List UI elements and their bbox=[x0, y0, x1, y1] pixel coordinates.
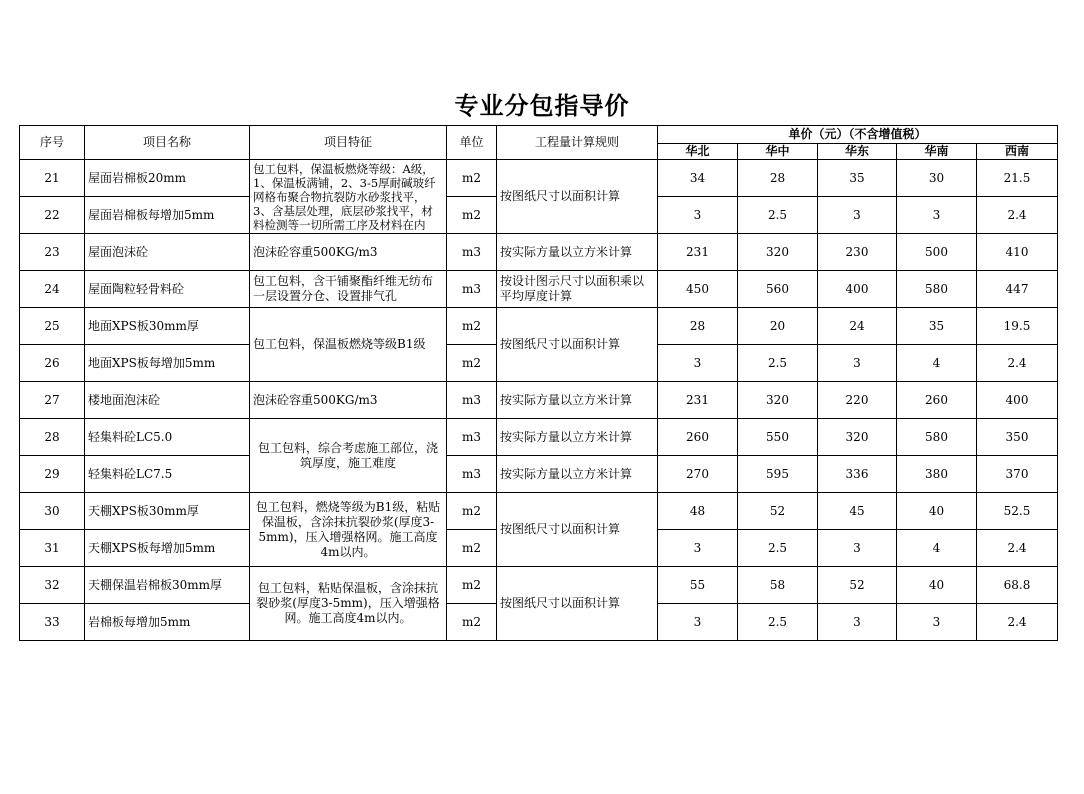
price-cell: 35 bbox=[818, 160, 897, 197]
header-region: 华中 bbox=[738, 144, 818, 160]
price-cell: 370 bbox=[977, 456, 1058, 493]
rule-cell: 按设计图示尺寸以面积乘以平均厚度计算 bbox=[497, 271, 658, 308]
price-cell: 320 bbox=[818, 419, 897, 456]
price-cell: 20 bbox=[738, 308, 818, 345]
seq-cell: 21 bbox=[20, 160, 85, 197]
seq-cell: 29 bbox=[20, 456, 85, 493]
feature-cell: 包工包料，粘贴保温板，含涂抹抗裂砂浆(厚度3-5mm)，压入增强格网。施工高度4m以内。 bbox=[250, 567, 447, 641]
seq-cell: 26 bbox=[20, 345, 85, 382]
rule-cell: 按实际方量以立方米计算 bbox=[497, 234, 658, 271]
price-cell: 3 bbox=[658, 604, 738, 641]
price-cell: 3 bbox=[818, 345, 897, 382]
price-cell: 28 bbox=[658, 308, 738, 345]
feature-cell: 包工包料，保温板燃烧等级：A级，1、保温板满铺，2、3-5厚耐碱玻纤网格布聚合物抗裂防水砂浆找平，3、含基层处理，底层砂浆找平，材料检测等一切所需工序及材料在内 bbox=[250, 160, 447, 234]
seq-cell: 28 bbox=[20, 419, 85, 456]
header-region: 西南 bbox=[977, 144, 1058, 160]
name-cell: 轻集料砼LC5.0 bbox=[85, 419, 250, 456]
price-cell: 400 bbox=[818, 271, 897, 308]
name-cell: 屋面泡沫砼 bbox=[85, 234, 250, 271]
name-cell: 天棚XPS板30mm厚 bbox=[85, 493, 250, 530]
unit-cell: m2 bbox=[447, 197, 497, 234]
price-cell: 2.5 bbox=[738, 345, 818, 382]
price-cell: 45 bbox=[818, 493, 897, 530]
seq-cell: 33 bbox=[20, 604, 85, 641]
price-cell: 55 bbox=[658, 567, 738, 604]
table-row bbox=[20, 419, 1058, 456]
price-cell: 52 bbox=[738, 493, 818, 530]
price-cell: 560 bbox=[738, 271, 818, 308]
price-cell: 231 bbox=[658, 234, 738, 271]
price-cell: 400 bbox=[977, 382, 1058, 419]
price-cell: 3 bbox=[818, 604, 897, 641]
header-unit: 单位 bbox=[447, 126, 497, 160]
table-row bbox=[20, 271, 1058, 308]
price-cell: 40 bbox=[897, 567, 977, 604]
unit-cell: m2 bbox=[447, 530, 497, 567]
price-cell: 2.4 bbox=[977, 197, 1058, 234]
price-cell: 380 bbox=[897, 456, 977, 493]
unit-cell: m2 bbox=[447, 567, 497, 604]
price-cell: 21.5 bbox=[977, 160, 1058, 197]
price-cell: 580 bbox=[897, 271, 977, 308]
rule-cell: 按图纸尺寸以面积计算 bbox=[497, 493, 658, 567]
price-cell: 3 bbox=[658, 530, 738, 567]
seq-cell: 23 bbox=[20, 234, 85, 271]
price-cell: 40 bbox=[897, 493, 977, 530]
rule-cell: 按图纸尺寸以面积计算 bbox=[497, 160, 658, 234]
price-cell: 3 bbox=[818, 530, 897, 567]
price-cell: 447 bbox=[977, 271, 1058, 308]
price-cell: 230 bbox=[818, 234, 897, 271]
table-row bbox=[20, 567, 1058, 604]
unit-cell: m3 bbox=[447, 271, 497, 308]
header-price-group: 单价（元）（不含增值税） bbox=[658, 126, 1058, 144]
price-cell: 4 bbox=[897, 345, 977, 382]
unit-cell: m2 bbox=[447, 308, 497, 345]
price-cell: 35 bbox=[897, 308, 977, 345]
price-cell: 410 bbox=[977, 234, 1058, 271]
feature-cell: 包工包料，含干铺聚酯纤维无纺布一层设置分仓、设置排气孔 bbox=[250, 271, 447, 308]
unit-cell: m2 bbox=[447, 493, 497, 530]
price-cell: 2.4 bbox=[977, 530, 1058, 567]
name-cell: 轻集料砼LC7.5 bbox=[85, 456, 250, 493]
price-cell: 24 bbox=[818, 308, 897, 345]
price-cell: 3 bbox=[897, 197, 977, 234]
price-cell: 3 bbox=[658, 345, 738, 382]
page-title: 专业分包指导价 bbox=[454, 92, 630, 120]
feature-cell: 包工包料，综合考虑施工部位，浇筑厚度，施工难度 bbox=[250, 419, 447, 493]
rule-cell: 按图纸尺寸以面积计算 bbox=[497, 308, 658, 382]
price-cell: 260 bbox=[897, 382, 977, 419]
seq-cell: 24 bbox=[20, 271, 85, 308]
price-cell: 550 bbox=[738, 419, 818, 456]
name-cell: 楼地面泡沫砼 bbox=[85, 382, 250, 419]
table-row bbox=[20, 456, 1058, 493]
price-cell: 320 bbox=[738, 234, 818, 271]
price-cell: 4 bbox=[897, 530, 977, 567]
price-cell: 500 bbox=[897, 234, 977, 271]
name-cell: 地面XPS板30mm厚 bbox=[85, 308, 250, 345]
price-cell: 336 bbox=[818, 456, 897, 493]
price-cell: 450 bbox=[658, 271, 738, 308]
price-cell: 580 bbox=[897, 419, 977, 456]
price-cell: 52.5 bbox=[977, 493, 1058, 530]
price-cell: 34 bbox=[658, 160, 738, 197]
price-cell: 3 bbox=[818, 197, 897, 234]
price-cell: 30 bbox=[897, 160, 977, 197]
price-cell: 270 bbox=[658, 456, 738, 493]
unit-cell: m2 bbox=[447, 345, 497, 382]
seq-cell: 31 bbox=[20, 530, 85, 567]
unit-cell: m3 bbox=[447, 382, 497, 419]
seq-cell: 25 bbox=[20, 308, 85, 345]
table-row bbox=[20, 160, 1058, 197]
seq-cell: 22 bbox=[20, 197, 85, 234]
unit-cell: m2 bbox=[447, 160, 497, 197]
price-cell: 595 bbox=[738, 456, 818, 493]
price-cell: 28 bbox=[738, 160, 818, 197]
unit-cell: m3 bbox=[447, 419, 497, 456]
price-cell: 2.5 bbox=[738, 197, 818, 234]
header-seq: 序号 bbox=[20, 126, 85, 160]
table-row bbox=[20, 382, 1058, 419]
rule-cell: 按实际方量以立方米计算 bbox=[497, 419, 658, 456]
table-row bbox=[20, 493, 1058, 530]
price-cell: 3 bbox=[897, 604, 977, 641]
price-cell: 2.5 bbox=[738, 530, 818, 567]
price-cell: 220 bbox=[818, 382, 897, 419]
header-feature: 项目特征 bbox=[250, 126, 447, 160]
header-name: 项目名称 bbox=[85, 126, 250, 160]
unit-cell: m2 bbox=[447, 604, 497, 641]
seq-cell: 27 bbox=[20, 382, 85, 419]
price-cell: 2.5 bbox=[738, 604, 818, 641]
header-region: 华南 bbox=[897, 144, 977, 160]
rule-cell: 按实际方量以立方米计算 bbox=[497, 382, 658, 419]
rule-cell: 按图纸尺寸以面积计算 bbox=[497, 567, 658, 641]
name-cell: 岩棉板每增加5mm bbox=[85, 604, 250, 641]
feature-cell: 包工包料，燃烧等级为B1级，粘贴保温板，含涂抹抗裂砂浆(厚度3-5mm)，压入增强格网。施工高度4m以内。 bbox=[250, 493, 447, 567]
feature-cell: 包工包料，保温板燃烧等级B1级 bbox=[250, 308, 447, 382]
feature-cell: 泡沫砼容重500KG/m3 bbox=[250, 382, 447, 419]
price-cell: 231 bbox=[658, 382, 738, 419]
price-table bbox=[19, 125, 1058, 641]
price-cell: 58 bbox=[738, 567, 818, 604]
header-region: 华东 bbox=[818, 144, 897, 160]
unit-cell: m3 bbox=[447, 234, 497, 271]
seq-cell: 32 bbox=[20, 567, 85, 604]
unit-cell: m3 bbox=[447, 456, 497, 493]
header-rule: 工程量计算规则 bbox=[497, 126, 658, 160]
name-cell: 屋面岩棉板每增加5mm bbox=[85, 197, 250, 234]
price-cell: 68.8 bbox=[977, 567, 1058, 604]
header-region: 华北 bbox=[658, 144, 738, 160]
name-cell: 屋面岩棉板20mm bbox=[85, 160, 250, 197]
table-row bbox=[20, 308, 1058, 345]
name-cell: 屋面陶粒轻骨料砼 bbox=[85, 271, 250, 308]
price-cell: 48 bbox=[658, 493, 738, 530]
name-cell: 天棚XPS板每增加5mm bbox=[85, 530, 250, 567]
price-cell: 350 bbox=[977, 419, 1058, 456]
rule-cell: 按实际方量以立方米计算 bbox=[497, 456, 658, 493]
price-cell: 19.5 bbox=[977, 308, 1058, 345]
price-cell: 320 bbox=[738, 382, 818, 419]
seq-cell: 30 bbox=[20, 493, 85, 530]
price-cell: 3 bbox=[658, 197, 738, 234]
table-row bbox=[20, 234, 1058, 271]
price-cell: 2.4 bbox=[977, 604, 1058, 641]
price-cell: 52 bbox=[818, 567, 897, 604]
name-cell: 天棚保温岩棉板30mm厚 bbox=[85, 567, 250, 604]
feature-cell: 泡沫砼容重500KG/m3 bbox=[250, 234, 447, 271]
name-cell: 地面XPS板每增加5mm bbox=[85, 345, 250, 382]
price-cell: 260 bbox=[658, 419, 738, 456]
price-cell: 2.4 bbox=[977, 345, 1058, 382]
